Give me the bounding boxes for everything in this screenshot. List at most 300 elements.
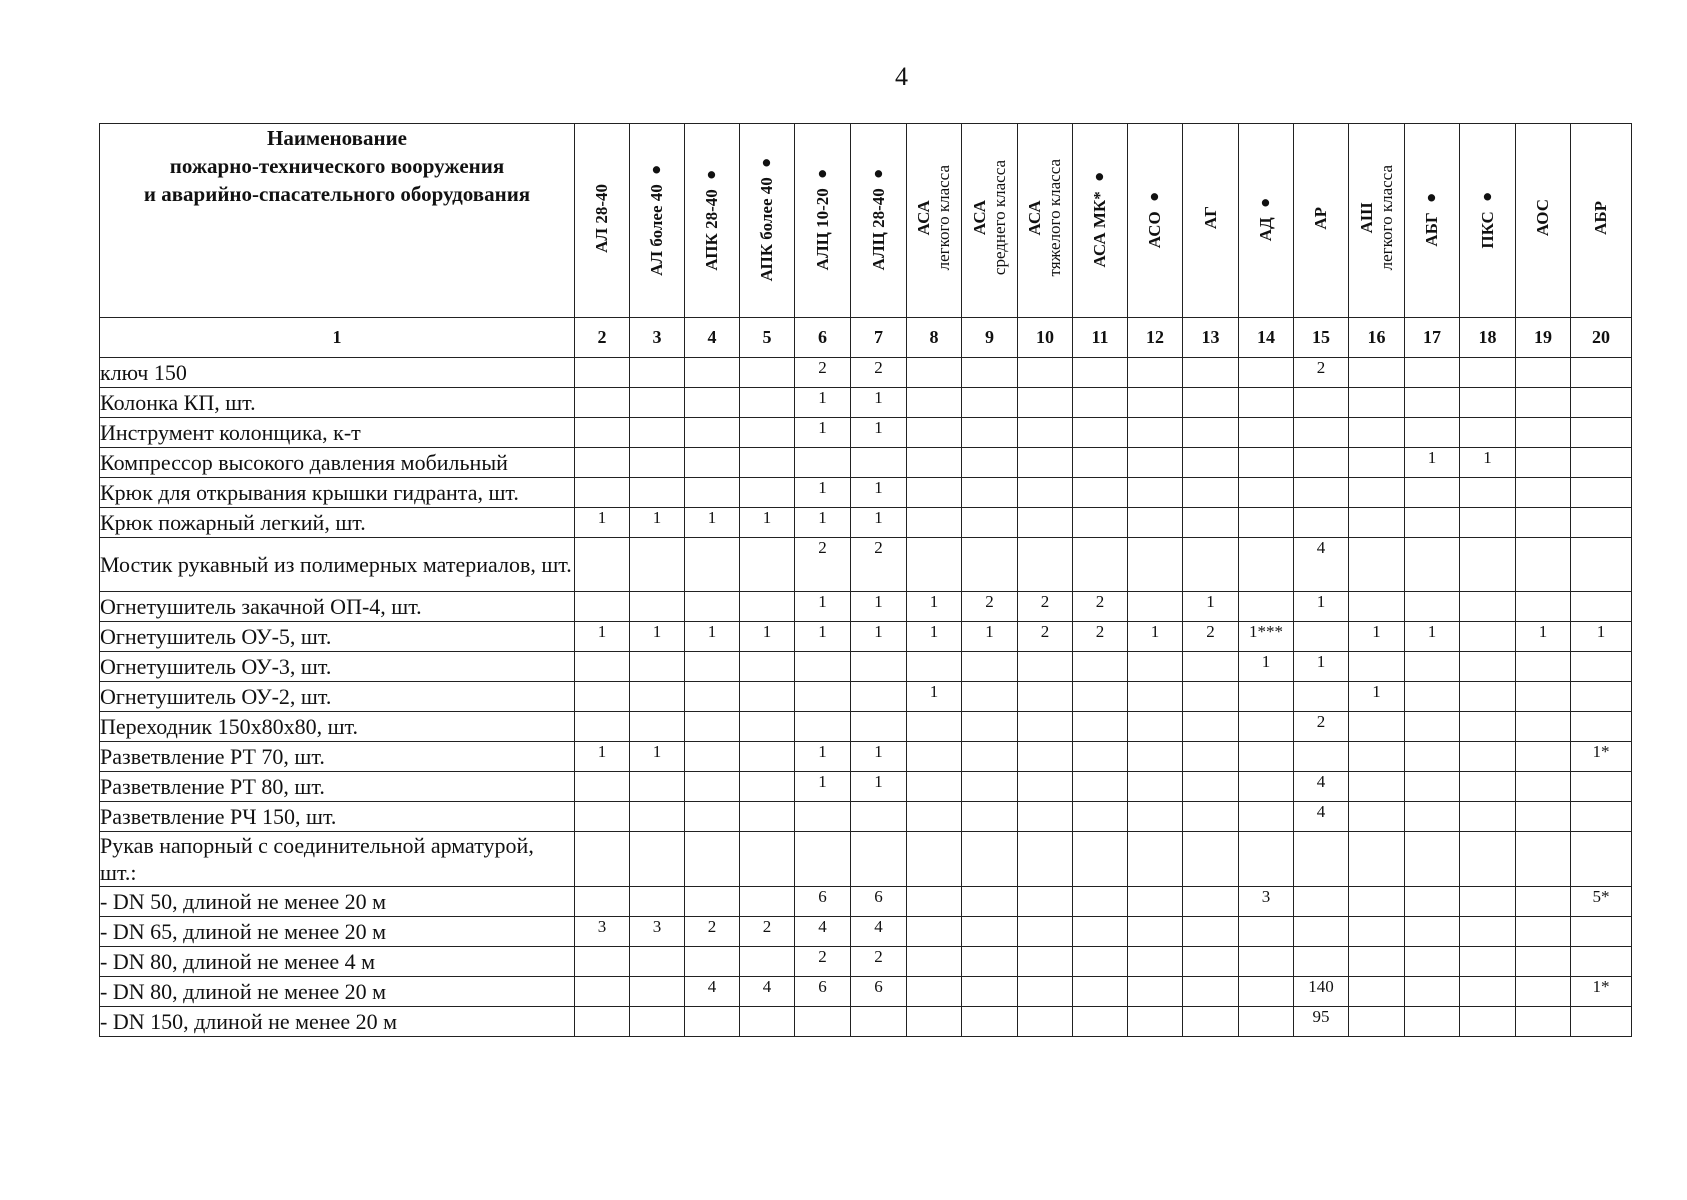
column-header	[1239, 124, 1294, 318]
table-row	[100, 832, 1632, 887]
quantity-cell	[1460, 358, 1516, 388]
quantity-cell	[907, 772, 962, 802]
quantity-cell	[1018, 887, 1073, 917]
quantity-cell	[1516, 652, 1571, 682]
row-name: ключ 150	[100, 358, 575, 388]
quantity-cell: 1	[740, 622, 795, 652]
quantity-cell: 1	[795, 388, 851, 418]
column-number: 12	[1128, 318, 1183, 358]
quantity-cell	[1349, 592, 1405, 622]
quantity-cell	[962, 652, 1018, 682]
quantity-cell	[1239, 772, 1294, 802]
column-header-line: АЛЦ 28-40 ●	[868, 165, 888, 271]
quantity-cell	[1239, 802, 1294, 832]
quantity-cell	[1073, 917, 1128, 947]
quantity-cell: 1	[795, 592, 851, 622]
quantity-cell	[1405, 652, 1460, 682]
quantity-cell	[1516, 682, 1571, 712]
quantity-cell: 1	[630, 742, 685, 772]
quantity-cell	[1516, 772, 1571, 802]
quantity-cell	[1018, 652, 1073, 682]
quantity-cell: 1*	[1571, 742, 1632, 772]
column-header-label	[1201, 206, 1221, 229]
quantity-cell	[1073, 418, 1128, 448]
quantity-cell	[1183, 538, 1239, 592]
quantity-cell	[1516, 887, 1571, 917]
quantity-cell	[1349, 712, 1405, 742]
quantity-cell	[1571, 478, 1632, 508]
table-row	[100, 538, 1632, 592]
quantity-cell	[1183, 742, 1239, 772]
column-header	[795, 124, 851, 318]
quantity-cell	[1073, 478, 1128, 508]
quantity-cell	[1239, 832, 1294, 887]
column-header	[1349, 124, 1405, 318]
column-header-line: АБГ ●	[1422, 189, 1441, 247]
quantity-cell	[1349, 1007, 1405, 1037]
quantity-cell: 2	[1018, 622, 1073, 652]
quantity-cell	[685, 802, 740, 832]
quantity-cell	[1183, 682, 1239, 712]
quantity-cell: 2	[795, 947, 851, 977]
column-header-line: АПК более 40 ●	[757, 154, 776, 282]
quantity-cell	[1128, 538, 1183, 592]
quantity-cell: 2	[1073, 622, 1128, 652]
quantity-cell	[1239, 388, 1294, 418]
column-header-line: АСА МК* ●	[1090, 168, 1109, 268]
quantity-cell	[740, 887, 795, 917]
quantity-cell: 1	[851, 592, 907, 622]
quantity-cell	[851, 1007, 907, 1037]
quantity-cell	[1183, 358, 1239, 388]
quantity-cell	[575, 652, 630, 682]
column-header	[1073, 124, 1128, 318]
column-header-line: АСА	[914, 200, 933, 236]
quantity-cell: 2	[851, 947, 907, 977]
quantity-cell	[740, 478, 795, 508]
quantity-cell	[630, 947, 685, 977]
quantity-cell	[1073, 712, 1128, 742]
quantity-cell	[685, 592, 740, 622]
quantity-cell: 1	[907, 682, 962, 712]
quantity-cell	[1349, 887, 1405, 917]
quantity-cell	[685, 388, 740, 418]
quantity-cell	[1018, 508, 1073, 538]
quantity-cell	[1018, 802, 1073, 832]
quantity-cell	[1571, 712, 1632, 742]
quantity-cell	[907, 652, 962, 682]
column-header-line: АЛЦ 10-20 ●	[812, 165, 832, 271]
quantity-cell	[907, 448, 962, 478]
quantity-cell	[1128, 592, 1183, 622]
row-name: Переходник 150х80х80, шт.	[100, 712, 575, 742]
table-row	[100, 448, 1632, 478]
column-header-line: АОС	[1533, 199, 1552, 237]
quantity-cell	[1183, 652, 1239, 682]
quantity-cell	[1460, 772, 1516, 802]
quantity-cell	[1183, 1007, 1239, 1037]
quantity-cell	[1018, 712, 1073, 742]
quantity-cell	[1018, 538, 1073, 592]
quantity-cell	[1405, 887, 1460, 917]
quantity-cell: 2	[795, 358, 851, 388]
quantity-cell: 4	[1294, 802, 1349, 832]
quantity-cell	[1128, 887, 1183, 917]
quantity-cell	[907, 478, 962, 508]
table-row	[100, 772, 1632, 802]
quantity-cell	[1460, 652, 1516, 682]
quantity-cell: 1	[1294, 652, 1349, 682]
column-header-line: АШ	[1356, 202, 1376, 234]
quantity-cell	[630, 418, 685, 448]
quantity-cell: 1	[1183, 592, 1239, 622]
quantity-cell	[1349, 917, 1405, 947]
quantity-cell: 1	[685, 508, 740, 538]
quantity-cell	[1018, 478, 1073, 508]
quantity-cell: 1	[795, 508, 851, 538]
column-header	[1183, 124, 1239, 318]
column-header-label	[1256, 194, 1276, 241]
quantity-cell	[1239, 977, 1294, 1007]
quantity-cell	[1571, 592, 1632, 622]
quantity-cell: 1	[630, 508, 685, 538]
quantity-cell	[962, 448, 1018, 478]
row-name: Крюк для открывания крышки гидранта, шт.	[100, 478, 575, 508]
quantity-cell	[962, 917, 1018, 947]
quantity-cell	[575, 682, 630, 712]
quantity-cell	[1571, 538, 1632, 592]
column-header-label	[869, 165, 889, 270]
quantity-cell	[1239, 682, 1294, 712]
row-name: Огнетушитель ОУ-2, шт.	[100, 682, 575, 712]
quantity-cell	[1516, 592, 1571, 622]
quantity-cell	[1516, 712, 1571, 742]
quantity-cell	[1405, 478, 1460, 508]
quantity-cell	[962, 508, 1018, 538]
quantity-cell	[1571, 652, 1632, 682]
quantity-cell	[1073, 682, 1128, 712]
row-name: - DN 80, длиной не менее 4 м	[100, 947, 575, 977]
quantity-cell	[962, 947, 1018, 977]
quantity-cell	[1460, 538, 1516, 592]
quantity-cell	[795, 652, 851, 682]
quantity-cell	[1405, 802, 1460, 832]
quantity-cell	[630, 358, 685, 388]
column-header-label	[1591, 201, 1611, 235]
quantity-cell	[1405, 682, 1460, 712]
quantity-cell	[795, 832, 851, 887]
quantity-cell	[1294, 887, 1349, 917]
quantity-cell: 140	[1294, 977, 1349, 1007]
quantity-cell: 2	[851, 538, 907, 592]
quantity-cell: 1	[795, 742, 851, 772]
quantity-cell	[1405, 358, 1460, 388]
quantity-cell	[1128, 1007, 1183, 1037]
column-header	[907, 124, 962, 318]
quantity-cell	[1073, 977, 1128, 1007]
column-header-label	[1025, 159, 1065, 277]
quantity-cell: 1	[962, 622, 1018, 652]
quantity-cell	[907, 1007, 962, 1037]
quantity-cell: 1	[575, 742, 630, 772]
quantity-cell	[1405, 772, 1460, 802]
quantity-cell	[907, 418, 962, 448]
quantity-cell	[630, 448, 685, 478]
quantity-cell	[795, 1007, 851, 1037]
quantity-cell: 2	[851, 358, 907, 388]
quantity-cell	[1018, 1007, 1073, 1037]
quantity-cell	[1239, 592, 1294, 622]
quantity-cell: 4	[795, 917, 851, 947]
quantity-cell: 1	[1405, 448, 1460, 478]
quantity-cell	[1239, 917, 1294, 947]
table-row	[100, 917, 1632, 947]
column-header-label	[1090, 168, 1110, 268]
column-header-line: АСА	[1025, 200, 1044, 236]
quantity-cell: 1	[740, 508, 795, 538]
column-header	[685, 124, 740, 318]
quantity-cell: 1	[630, 622, 685, 652]
quantity-cell: 3	[1239, 887, 1294, 917]
quantity-cell	[1516, 832, 1571, 887]
quantity-cell	[1405, 592, 1460, 622]
quantity-cell	[1018, 772, 1073, 802]
quantity-cell	[1349, 448, 1405, 478]
quantity-cell	[1405, 418, 1460, 448]
quantity-cell	[962, 538, 1018, 592]
quantity-cell	[575, 802, 630, 832]
column-number: 13	[1183, 318, 1239, 358]
quantity-cell	[740, 682, 795, 712]
quantity-cell	[1183, 478, 1239, 508]
quantity-cell: 2	[795, 538, 851, 592]
quantity-cell	[1239, 418, 1294, 448]
quantity-cell	[1073, 1007, 1128, 1037]
column-header-line: АСО ●	[1145, 187, 1164, 249]
quantity-cell	[1294, 742, 1349, 772]
quantity-cell	[1239, 478, 1294, 508]
quantity-cell	[685, 832, 740, 887]
quantity-cell	[575, 592, 630, 622]
quantity-cell	[1516, 508, 1571, 538]
quantity-cell	[575, 1007, 630, 1037]
quantity-cell	[907, 538, 962, 592]
quantity-cell	[962, 802, 1018, 832]
quantity-cell: 1***	[1239, 622, 1294, 652]
quantity-cell: 2	[1018, 592, 1073, 622]
quantity-cell	[685, 478, 740, 508]
quantity-cell	[1405, 947, 1460, 977]
quantity-cell: 4	[1294, 538, 1349, 592]
quantity-cell	[962, 772, 1018, 802]
quantity-cell: 4	[740, 977, 795, 1007]
quantity-cell	[1571, 947, 1632, 977]
quantity-cell	[907, 712, 962, 742]
quantity-cell	[575, 832, 630, 887]
quantity-cell	[1073, 887, 1128, 917]
table-row	[100, 592, 1632, 622]
quantity-cell	[630, 1007, 685, 1037]
quantity-cell	[1128, 977, 1183, 1007]
quantity-cell: 1	[795, 418, 851, 448]
quantity-cell	[1239, 742, 1294, 772]
column-header-label	[757, 154, 777, 281]
quantity-cell	[575, 478, 630, 508]
quantity-cell: 1	[907, 622, 962, 652]
quantity-cell	[1073, 802, 1128, 832]
quantity-cell	[575, 947, 630, 977]
row-name: Огнетушитель ОУ-3, шт.	[100, 652, 575, 682]
column-number: 18	[1460, 318, 1516, 358]
quantity-cell	[1239, 448, 1294, 478]
quantity-cell	[1349, 772, 1405, 802]
quantity-cell	[575, 418, 630, 448]
quantity-cell	[685, 1007, 740, 1037]
quantity-cell	[1294, 418, 1349, 448]
quantity-cell	[1294, 448, 1349, 478]
quantity-cell	[630, 887, 685, 917]
column-header	[1018, 124, 1073, 318]
quantity-cell	[740, 592, 795, 622]
row-name: Разветвление РТ 80, шт.	[100, 772, 575, 802]
column-header-label	[702, 166, 722, 271]
table-row	[100, 742, 1632, 772]
quantity-cell	[1405, 977, 1460, 1007]
quantity-cell	[1128, 947, 1183, 977]
column-header-line: АЛ 28-40	[592, 183, 611, 253]
table-row	[100, 418, 1632, 448]
quantity-cell: 1	[1405, 622, 1460, 652]
quantity-cell: 6	[795, 977, 851, 1007]
quantity-cell	[1294, 682, 1349, 712]
quantity-cell	[1516, 418, 1571, 448]
quantity-cell	[1128, 802, 1183, 832]
column-number: 1	[100, 318, 575, 358]
quantity-cell	[907, 388, 962, 418]
quantity-cell	[1460, 712, 1516, 742]
quantity-cell	[630, 592, 685, 622]
quantity-cell: 1	[851, 508, 907, 538]
quantity-cell	[1460, 977, 1516, 1007]
row-name: Крюк пожарный легкий, шт.	[100, 508, 575, 538]
column-header-label	[647, 161, 667, 276]
quantity-cell	[851, 682, 907, 712]
quantity-cell: 3	[630, 917, 685, 947]
quantity-cell	[962, 478, 1018, 508]
quantity-cell	[1460, 418, 1516, 448]
quantity-cell	[851, 802, 907, 832]
quantity-cell	[1073, 388, 1128, 418]
quantity-cell	[1294, 917, 1349, 947]
quantity-cell: 2	[962, 592, 1018, 622]
quantity-cell	[907, 977, 962, 1007]
quantity-cell	[630, 977, 685, 1007]
quantity-cell: 1	[795, 622, 851, 652]
quantity-cell: 1	[851, 742, 907, 772]
quantity-cell: 2	[1294, 712, 1349, 742]
quantity-cell	[1349, 802, 1405, 832]
column-header-line: АБР	[1591, 201, 1610, 235]
quantity-cell	[851, 712, 907, 742]
quantity-cell: 1	[907, 592, 962, 622]
quantity-cell	[851, 448, 907, 478]
row-name: - DN 50, длиной не менее 20 м	[100, 887, 575, 917]
quantity-cell	[740, 947, 795, 977]
table-row	[100, 388, 1632, 418]
column-header-line: среднего класса	[989, 160, 1009, 276]
row-name: Инструмент колонщика, к-т	[100, 418, 575, 448]
quantity-cell	[1571, 917, 1632, 947]
quantity-cell	[1516, 802, 1571, 832]
quantity-cell	[740, 652, 795, 682]
quantity-cell	[575, 887, 630, 917]
quantity-cell	[1239, 508, 1294, 538]
column-header-line: легкого класса	[1376, 165, 1396, 271]
quantity-cell: 1	[1294, 592, 1349, 622]
column-header	[851, 124, 907, 318]
column-number: 11	[1073, 318, 1128, 358]
quantity-cell: 6	[795, 887, 851, 917]
column-number: 15	[1294, 318, 1349, 358]
quantity-cell	[962, 358, 1018, 388]
quantity-cell	[1073, 947, 1128, 977]
quantity-cell	[740, 448, 795, 478]
quantity-cell	[1183, 917, 1239, 947]
quantity-cell	[1571, 1007, 1632, 1037]
quantity-cell	[1460, 802, 1516, 832]
quantity-cell	[907, 802, 962, 832]
name-header-line: и аварийно-спасательного оборудования	[143, 182, 531, 206]
quantity-cell: 2	[1294, 358, 1349, 388]
table-row	[100, 802, 1632, 832]
quantity-cell	[630, 388, 685, 418]
quantity-cell	[1516, 478, 1571, 508]
quantity-cell	[1073, 508, 1128, 538]
column-header-line: АД ●	[1256, 194, 1275, 242]
column-header-label	[914, 165, 954, 270]
quantity-cell	[1128, 508, 1183, 538]
column-header-line: АЛ более 40 ●	[647, 160, 666, 276]
column-header-line: АСА	[969, 200, 989, 236]
quantity-cell	[685, 682, 740, 712]
quantity-cell	[685, 448, 740, 478]
quantity-cell	[630, 802, 685, 832]
quantity-cell: 4	[1294, 772, 1349, 802]
column-header	[1460, 124, 1516, 318]
quantity-cell	[1294, 947, 1349, 977]
quantity-cell: 1	[1349, 622, 1405, 652]
quantity-cell	[1405, 832, 1460, 887]
quantity-cell	[1128, 358, 1183, 388]
column-header-label	[592, 184, 612, 253]
quantity-cell: 1	[1460, 448, 1516, 478]
quantity-cell: 95	[1294, 1007, 1349, 1037]
quantity-cell	[1516, 538, 1571, 592]
quantity-cell	[685, 538, 740, 592]
quantity-cell	[1516, 358, 1571, 388]
quantity-cell: 1	[685, 622, 740, 652]
quantity-cell	[1183, 448, 1239, 478]
quantity-cell	[740, 388, 795, 418]
quantity-cell: 1	[1239, 652, 1294, 682]
quantity-cell	[1460, 478, 1516, 508]
column-header-line: ПКС ●	[1477, 187, 1497, 249]
column-header-label	[1357, 165, 1397, 270]
quantity-cell	[1516, 742, 1571, 772]
quantity-cell	[630, 832, 685, 887]
column-number: 10	[1018, 318, 1073, 358]
column-header	[630, 124, 685, 318]
